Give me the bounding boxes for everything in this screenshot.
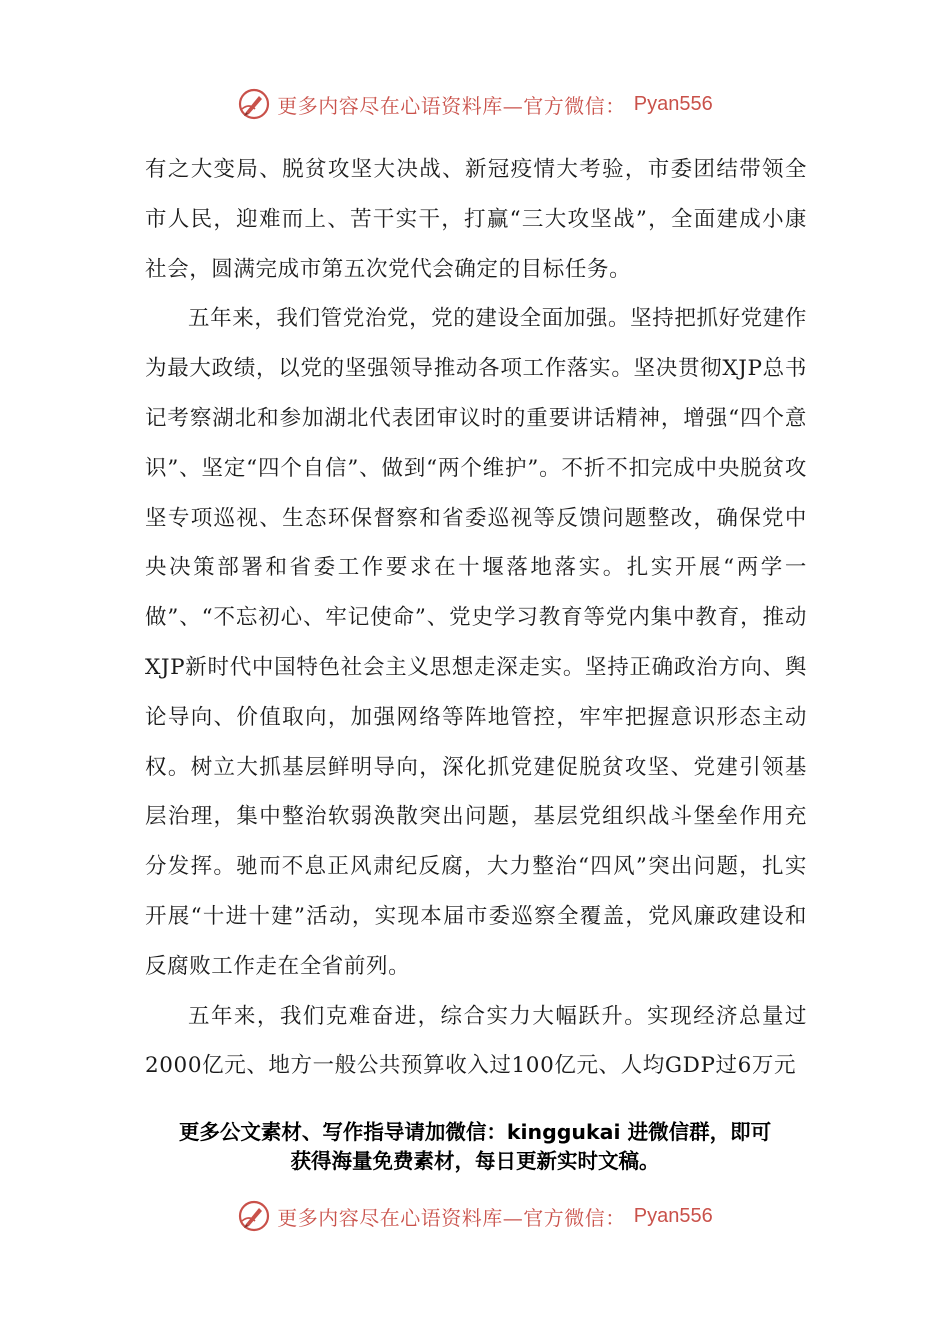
watermark-text: 更多内容尽在心语资料库—官方微信： xyxy=(277,1205,626,1230)
watermark-wechat-id: Pyan556 xyxy=(633,92,713,115)
watermark-wechat-id: Pyan556 xyxy=(633,1204,713,1227)
pen-logo-icon xyxy=(237,1199,271,1233)
document-body xyxy=(145,145,807,1091)
watermark-text: 更多内容尽在心语资料库—官方微信： xyxy=(277,93,626,118)
paragraph-continuation: 有之大变局、脱贫攻坚大决战、新冠疫情大考验，市委团结带领全市人民，迎难而上、苦干实干，打赢“三大攻坚战”，全面建成小康社会，圆满完成市第五次党代会确定的目标任务。 xyxy=(145,157,807,282)
promo-line-1: 更多公文素材、写作指导请加微信：kinggukai 进微信群，即可 xyxy=(178,1120,772,1144)
paragraph-party-building: 五年来，我们管党治党，党的建设全面加强。坚持把抓好党建作为最大政绩，以党的坚强领导推动各项工作落实。坚决贯彻XJP总书记考察湖北和参加湖北代表团审议时的重要讲话精神，增强“四个意识”、坚定“四个自信”、做到“两个维护”。不折不扣完成中央脱贫攻坚专项巡视、生态环保督察和省委巡视等反馈问题整改，确保党中央决策部署和省委工作要求在十堰落地落实。扎实开展“两学一做”、“不忘初心、牢记使命”、党史学习教育等党内集中教育，推动XJP新时代中国特色社会主义思想走深走实。坚持正确政治方向、舆论导向、价值取向，加强网络等阵地管控，牢牢把握意识形态主动权。树立大抓基层鲜明导向，深化抓党建促脱贫攻坚、党建引领基层治理，集中整治软弱涣散突出问题，基层党组织战斗堡垒作用充分发挥。驰而不息正风肃纪反腐，大力整治“四风”突出问题，扎实开展“十进十建”活动，实现本届市委巡察全覆盖，党风廉政建设和反腐败工作走在全省前列。 xyxy=(145,306,807,979)
promo-line-2: 获得海量免费素材，每日更新实时文稿。 xyxy=(290,1149,660,1173)
footer-watermark xyxy=(0,1196,950,1236)
paragraph-economic-strength: 五年来，我们克难奋进，综合实力大幅跃升。实现经济总量过2000亿元、地方一般公共预算收入过100亿元、人均GDP过6万元 xyxy=(145,1003,807,1079)
pen-logo-icon xyxy=(237,87,271,121)
header-watermark xyxy=(0,84,950,124)
promo-notice xyxy=(120,1118,830,1176)
